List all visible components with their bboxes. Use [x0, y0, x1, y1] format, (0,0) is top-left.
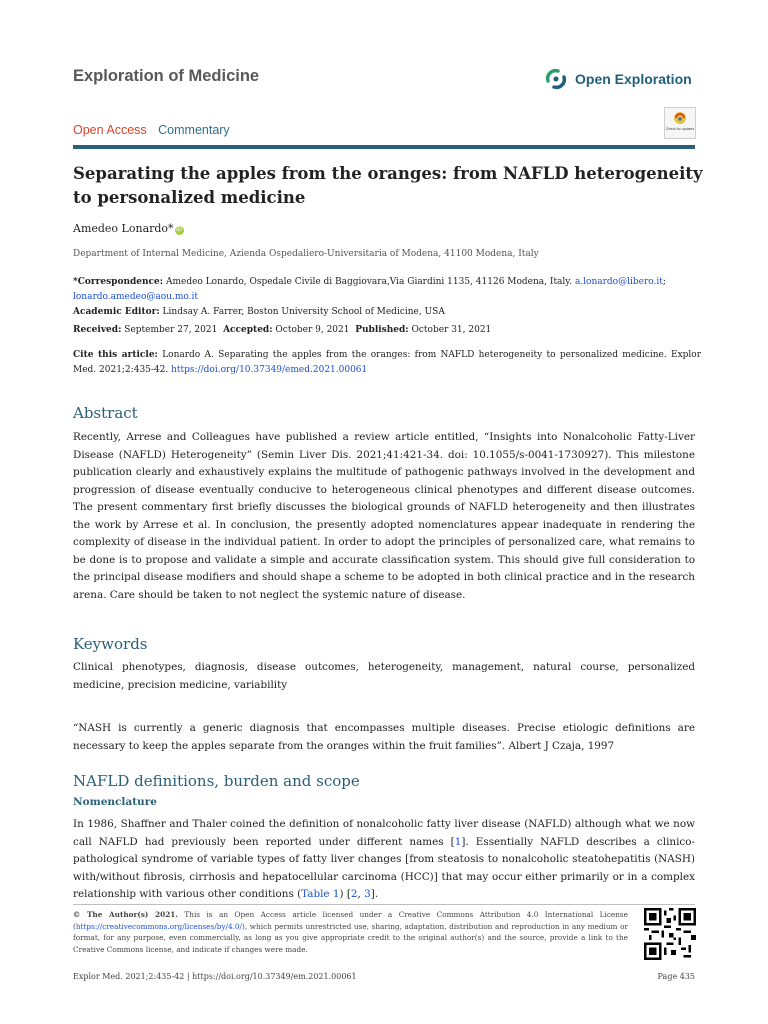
received-label: Received: — [73, 325, 122, 335]
doi-link[interactable]: https://doi.org/10.37349/emed.2021.00061 — [171, 365, 368, 375]
body-text-5: ]. — [370, 888, 379, 900]
accepted-date: October 9, 2021 — [275, 325, 350, 335]
check-for-updates-badge[interactable] — [664, 107, 696, 139]
check-updates-icon — [673, 111, 687, 125]
license-text — [73, 909, 628, 955]
license-text-2: ), which permits unrestricted use, sharing, adaptation, distribution and reproduction in any medium or format, for any purpose, even commercially, as long as you give appropriate credit to the original author(s) and the source, provide a link to the Creative Commons license, and indicate if changes were made. — [73, 921, 628, 954]
header-divider — [73, 145, 695, 149]
body-paragraph — [73, 816, 695, 904]
editor-text: Lindsay A. Farrer, Boston University School of Medicine, USA — [162, 307, 445, 317]
table-1-link[interactable]: Table 1 — [301, 888, 340, 900]
academic-editor — [73, 305, 701, 320]
epigraph-quote: “NASH is currently a generic diagnosis that encompasses multiple diseases. Precise etiologic definitions are necessary to keep the apples separate from the oranges within the fruit families”. Albert J Czaja, 1997 — [73, 722, 695, 752]
copyright-label: © The Author(s) 2021. — [73, 910, 178, 919]
dates-line — [73, 323, 701, 338]
published-label: Published: — [355, 325, 409, 335]
author-line — [73, 222, 184, 235]
journal-name: Exploration of Medicine — [73, 67, 260, 85]
license-divider — [73, 904, 695, 905]
correspondence: *Correspondence: Amedeo Lonardo, Ospedale Civile di Baggiovara,Via Giardini 1135, 41126 Modena, Italy. a.lonardo@libero.it; lonardo.amedeo@aou.mo.it — [73, 277, 666, 302]
subsection-heading: Nomenclature — [73, 796, 157, 808]
qr-code-icon[interactable] — [644, 908, 696, 960]
ref-link-3[interactable]: 3 — [364, 888, 371, 900]
abstract-text: Recently, Arrese and Colleagues have published a review article entitled, “Insights into Nonalcoholic Fatty-Liver Disease (NAFLD) Heterogeneity” (Semin Liver Dis. 2021;41:421-34. doi: 10.1055/s-0041-1730927). This milestone publication clearly and exhaustively explains the multitude of pathogenic pathways involved in the development and progression of disease eventually conducive to heterogeneous clinical phenotypes and different disease outcomes. The present commentary first briefly discusses the biological grounds of NAFLD heterogeneity and then illustrates the work by Arrese et al. In conclusion, the presently adopted nomenclatures appear inadequate in rendering the complexity of disease in the individual patient. In order to adopt the principles of personalized care, what remains to be done is to propose and validate a simple and accurate classification system. This should give full consideration to the principal disease modifiers and should shape a scheme to be adopted in both clinical practice and in the research arena. Care should be taken to not neglect the systemic nature of disease. — [73, 431, 695, 601]
page-footer — [73, 972, 695, 981]
email-link-2[interactable]: lonardo.amedeo@aou.mo.it — [73, 292, 198, 302]
open-access-label: Open Access — [73, 123, 147, 137]
correspondence-text: Amedeo Lonardo, Ospedale Civile di Baggiovara,Via Giardini 1135, 41126 Modena, Italy. — [165, 277, 573, 287]
abstract-heading: Abstract — [73, 404, 138, 422]
check-updates-text: Check for updates — [665, 127, 695, 131]
article-tags — [73, 123, 230, 137]
body-text-2: ]. Essentially NAFLD describes a clinico-pathological syndrome of variable types of fatty liver changes [from steatosis to nonalcoholic steatohepatitis (NASH) with/without fibrosis, cirrhosis and hepatocellular carcinoma (HCC)] that may occur either primarily or in a complex relationship with various other conditions ( — [73, 835, 695, 900]
license-text-1: This is an Open Access article licensed under a Creative Commons Attribution 4.0 International License ( — [73, 910, 628, 931]
published-date: October 31, 2021 — [411, 325, 492, 335]
ref-link-1[interactable]: 1 — [454, 835, 462, 848]
publisher-brand[interactable] — [543, 66, 692, 92]
license-url-link[interactable]: https://creativecommons.org/licenses/by/4.0/ — [75, 921, 243, 931]
author-name: Amedeo Lonardo* — [73, 222, 174, 235]
open-exploration-logo-icon — [543, 66, 569, 92]
accepted-label: Accepted: — [223, 325, 273, 335]
keywords-heading: Keywords — [73, 635, 148, 653]
correspondence-label: *Correspondence: — [73, 277, 164, 287]
cite-text: Lonardo A. Separating the apples from the oranges: from NAFLD heterogeneity to personalized medicine. Explor Med. 2021;2:435-42. — [73, 350, 702, 375]
cite-label: Cite this article: — [73, 350, 158, 360]
editor-label: Academic Editor: — [73, 307, 160, 317]
footer-citation: Explor Med. 2021;2:435-42 | https://doi.org/10.37349/em.2021.00061 — [73, 972, 357, 981]
body-text-4: , — [357, 888, 365, 900]
ref-link-2[interactable]: 2 — [350, 888, 358, 900]
keywords-text: Clinical phenotypes, diagnosis, disease outcomes, heterogeneity, management, natural course, personalized medicine, precision medicine, variability — [73, 661, 695, 691]
affiliation: Department of Internal Medicine, Azienda Ospedaliero-Universitaria of Modena, 41100 Modena, Italy — [73, 249, 539, 259]
article-title: Separating the apples from the oranges: from NAFLD heterogeneity to personalized medicine — [73, 164, 703, 207]
article-type-label: Commentary — [158, 123, 230, 137]
orcid-icon[interactable]: iD — [176, 227, 182, 233]
received-date: September 27, 2021 — [124, 325, 218, 335]
body-text-3: ) [ — [339, 888, 351, 900]
section-heading: NAFLD definitions, burden and scope — [73, 772, 360, 790]
page-number: Page 435 — [657, 972, 695, 981]
email-link-1[interactable]: a.lonardo@libero.it — [574, 277, 663, 287]
citation — [73, 348, 701, 378]
body-text-1: In 1986, Shaffner and Thaler coined the definition of nonalcoholic fatty liver disease (NAFLD) although what we now call NAFLD had previously been reported under different names [ — [73, 818, 695, 848]
brand-name: Open Exploration — [575, 71, 692, 87]
